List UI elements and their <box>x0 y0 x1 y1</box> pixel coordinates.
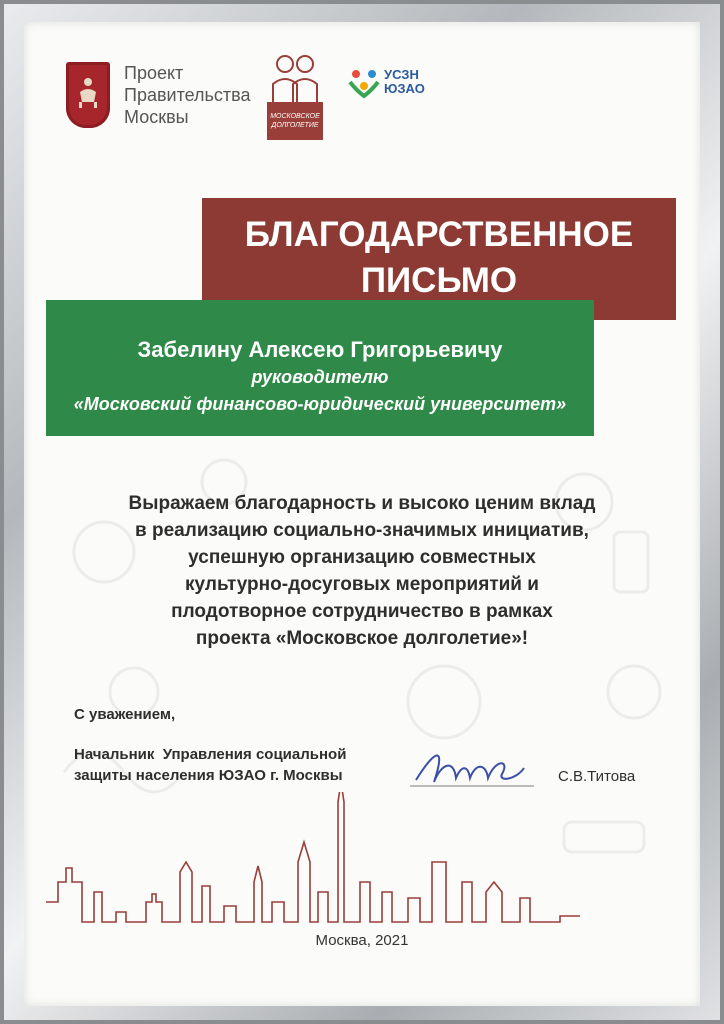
gov-project-line: Проект <box>124 63 184 83</box>
certificate-frame <box>4 4 720 1020</box>
uszn-line: ЮЗАО <box>384 81 425 96</box>
body-line: культурно-досуговых мероприятий и <box>185 574 539 595</box>
body-line: Выражаем благодарность и высоко ценим вклад <box>128 493 596 514</box>
recipient-role: руководителю <box>251 367 389 387</box>
recipient-name: Забелину Алексею Григорьевичу <box>137 337 503 362</box>
body-line: плодотворное сотрудничество в рамках <box>171 601 553 622</box>
uszn-text <box>384 68 425 96</box>
body-line: в реализацию социально-значимых инициатив, <box>135 520 589 541</box>
gov-project-line: Правительства <box>124 85 251 105</box>
recipient-organization: «Московский финансово-юридический университет» <box>73 394 567 414</box>
title-line: БЛАГОДАРСТВЕННОЕ <box>244 215 634 254</box>
signer-position <box>74 744 346 786</box>
title-line: ПИСЬМО <box>360 261 518 300</box>
moscow-skyline-drawing <box>46 792 678 942</box>
position-line: защиты населения ЮЗАО г. Москвы <box>74 767 343 784</box>
recipient-block <box>46 300 594 436</box>
body-line: успешную организацию совместных <box>188 547 536 568</box>
place-and-date: Москва, 2021 <box>315 932 409 949</box>
uszn-people-icon <box>346 66 382 102</box>
longevity-badge: МОСКОВСКОЕ ДОЛГОЛЕТИЕ <box>267 102 323 140</box>
gov-project-text <box>124 62 251 128</box>
gratitude-text <box>84 490 640 652</box>
uszn-line: УСЗН <box>384 67 419 82</box>
st-george-icon <box>76 76 100 110</box>
gov-project-line: Москвы <box>124 107 189 127</box>
certificate-paper <box>24 22 700 1006</box>
moscow-emblem-logo <box>66 62 110 128</box>
signer-name: С.В.Титова <box>558 768 636 785</box>
moscow-longevity-logo <box>267 50 323 142</box>
body-line: проекта «Московское долголетие»! <box>195 628 529 649</box>
elderly-couple-icon <box>267 50 323 104</box>
handwritten-signature <box>406 742 538 794</box>
closing-phrase: С уважением, <box>74 706 176 723</box>
position-line: Начальник Управления социальной <box>74 746 347 763</box>
